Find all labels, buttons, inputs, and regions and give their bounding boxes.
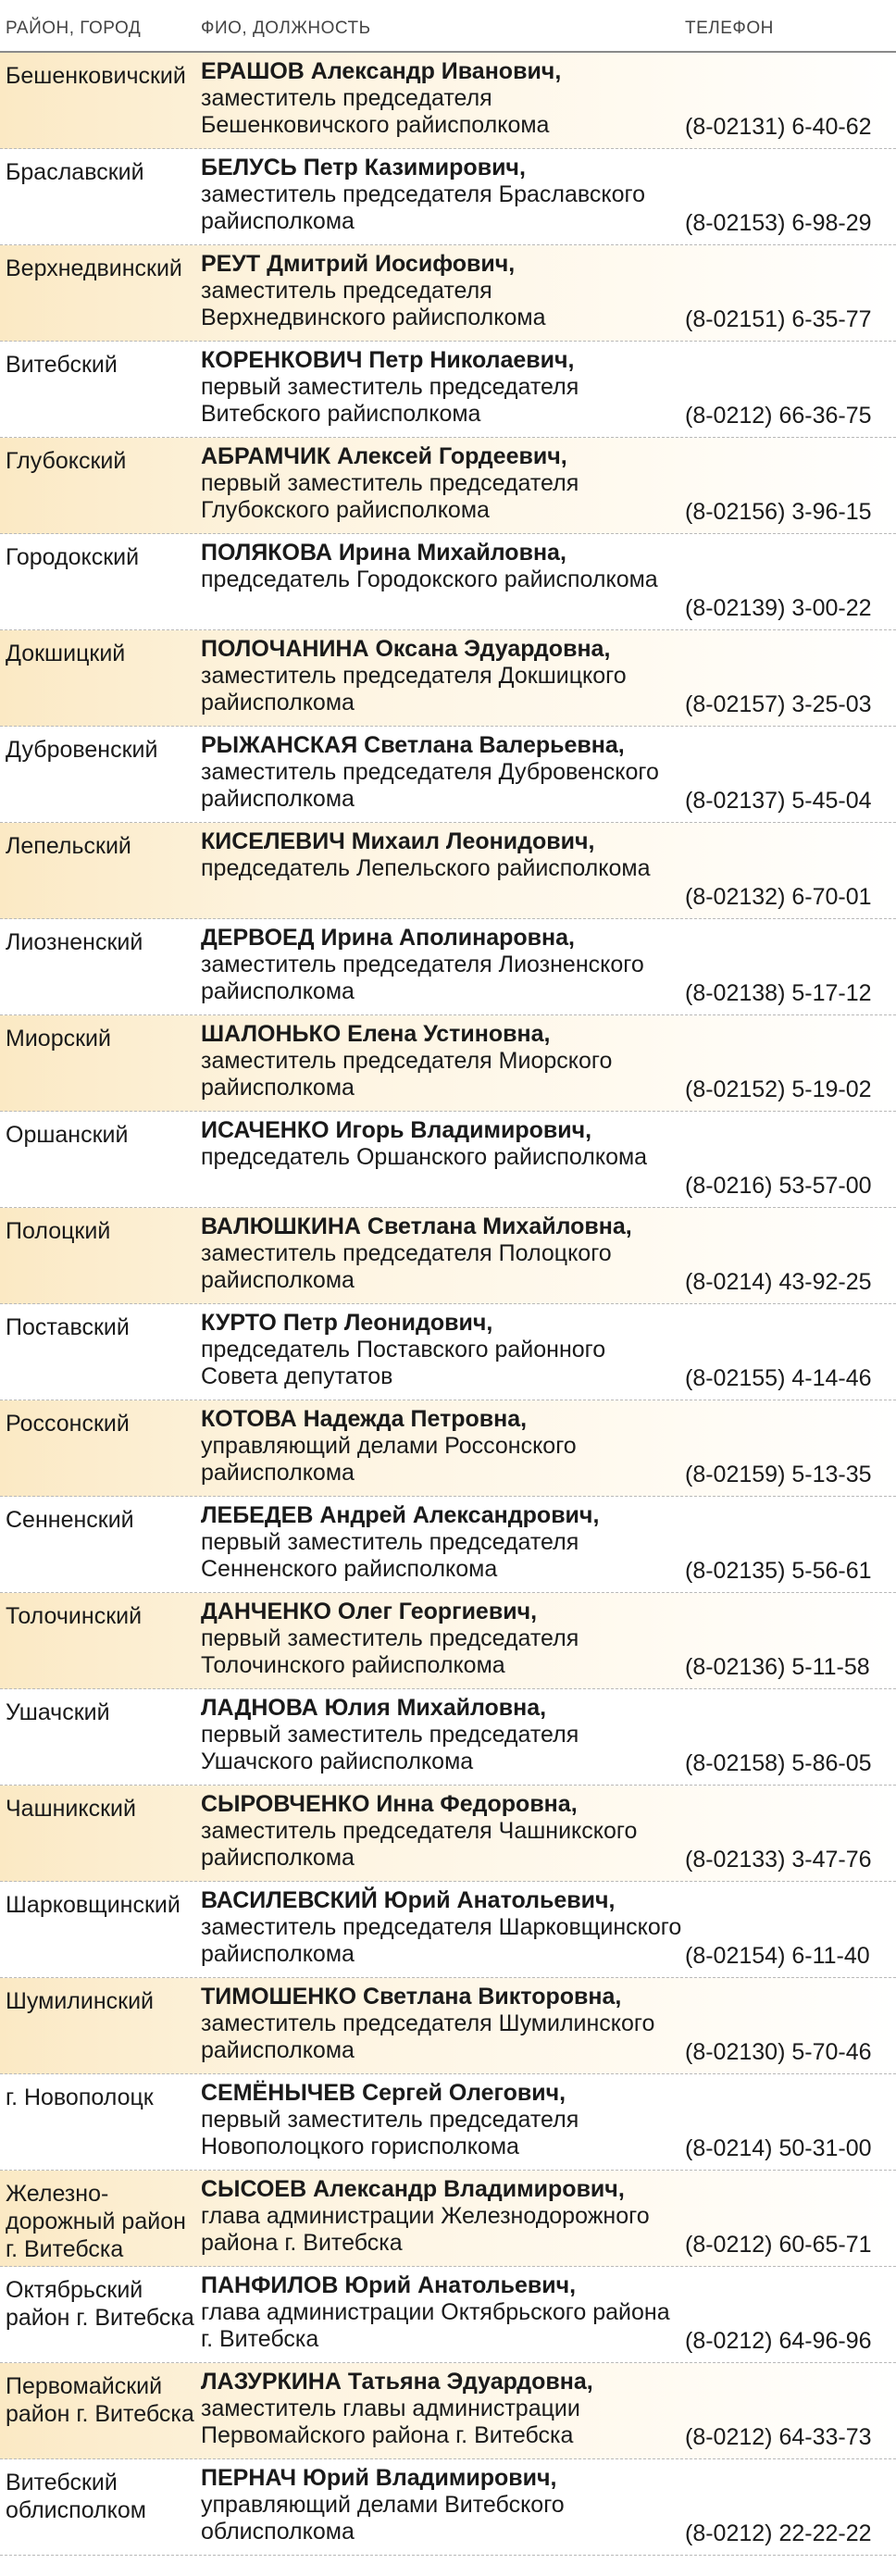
name-cell (201, 2369, 682, 2449)
position: заместитель председателя Докшицкого райисполкома (201, 663, 627, 716)
phone-cell: (8-02137) 5-45-04 (685, 788, 872, 814)
position: первый заместитель председателя Глубокского райисполкома (201, 470, 579, 523)
name-cell (201, 2272, 682, 2353)
person-name (201, 1213, 682, 1240)
name-cell (201, 1213, 682, 1294)
surname: КОРЕНКОВИЧ (201, 347, 363, 373)
position: председатель Оршанского райисполкома (201, 1144, 648, 1170)
name-cell (201, 925, 682, 1005)
person-name (201, 1502, 682, 1529)
name-cell (201, 1021, 682, 1101)
given-name: Светлана Михайловна, (367, 1213, 632, 1239)
name-cell (201, 1791, 682, 1872)
phone-cell: (8-02154) 6-11-40 (685, 1943, 870, 1969)
person-name (201, 1695, 682, 1722)
surname: БЕЛУСЬ (201, 155, 297, 180)
given-name: Надежда Петровна, (303, 1406, 528, 1432)
district-cell: Глубокский (6, 448, 127, 474)
name-cell (201, 2176, 682, 2257)
person-name (201, 2080, 682, 2107)
table-row (0, 2363, 896, 2459)
person-name (201, 2272, 682, 2299)
table-row (0, 2267, 896, 2363)
given-name: Игорь Владимирович, (335, 1117, 592, 1143)
table-row (0, 1786, 896, 1882)
surname: ВАСИЛЕВСКИЙ (201, 1887, 378, 1913)
district-cell: Сенненский (6, 1507, 134, 1533)
surname: ПАНФИЛОВ (201, 2272, 339, 2298)
position: заместитель председателя Миорского райисполкома (201, 1048, 613, 1101)
header-phone: ТЕЛЕФОН (685, 19, 774, 38)
district-cell: Полоцкий (6, 1218, 111, 1244)
person-name (201, 1984, 682, 2010)
person-name (201, 58, 682, 85)
given-name: Юрий Владимирович, (303, 2465, 557, 2491)
person-name (201, 636, 682, 663)
district-cell: Миорский (6, 1026, 111, 1052)
given-name: Дмитрий Иосифович, (267, 251, 516, 277)
table-row (0, 1304, 896, 1400)
name-cell (201, 251, 682, 331)
surname: РЕУТ (201, 251, 261, 277)
position: первый заместитель председателя Витебского райисполкома (201, 374, 579, 427)
district-cell: Верхнедвинский (6, 255, 182, 281)
phone-cell: (8-02132) 6-70-01 (685, 884, 872, 910)
phone-cell: (8-02133) 3-47-76 (685, 1847, 872, 1873)
district-cell: Докшицкий (6, 641, 126, 666)
person-name (201, 540, 682, 566)
position: заместитель председателя Дубровенского райисполкома (201, 759, 659, 812)
district-cell: Железно-дорожный район г. Витебска (6, 2181, 186, 2262)
phone-cell: (8-02131) 6-40-62 (685, 114, 872, 140)
person-name (201, 443, 682, 470)
given-name: Олег Георгиевич, (337, 1599, 538, 1624)
phone-cell: (8-02156) 3-96-15 (685, 499, 872, 525)
position: заместитель председателя Шумилинского райисполкома (201, 2010, 655, 2063)
header-name: ФИО, ДОЛЖНОСТЬ (201, 19, 371, 38)
phone-cell: (8-02135) 5-56-61 (685, 1558, 872, 1584)
table-row (0, 823, 896, 919)
surname: РЫЖАНСКАЯ (201, 732, 358, 758)
phone-cell: (8-0212) 66-36-75 (685, 403, 872, 429)
position: первый заместитель председателя Новополоцкого горисполкома (201, 2107, 579, 2159)
table-row (0, 149, 896, 245)
name-cell (201, 58, 682, 139)
person-name (201, 1021, 682, 1048)
given-name: Ирина Михайловна, (338, 540, 566, 566)
table-row (0, 2171, 896, 2267)
position: глава администрации Железнодорожного района г. Витебска (201, 2203, 650, 2256)
phone-cell: (8-02138) 5-17-12 (685, 980, 872, 1006)
surname: ШАЛОНЬКО (201, 1021, 342, 1047)
given-name: Андрей Александрович, (319, 1502, 600, 1528)
person-name (201, 251, 682, 278)
person-name (201, 2369, 682, 2396)
surname: КОТОВА (201, 1406, 297, 1432)
surname: ЛАЗУРКИНА (201, 2369, 342, 2395)
person-name (201, 1791, 682, 1818)
district-cell: Витебский (6, 352, 118, 378)
position: председатель Лепельского райисполкома (201, 855, 651, 881)
phone-cell: (8-0212) 60-65-71 (685, 2232, 872, 2258)
name-cell (201, 2080, 682, 2160)
district-cell: Лиозненский (6, 929, 143, 955)
phone-cell: (8-02159) 5-13-35 (685, 1462, 872, 1487)
surname: ПОЛЯКОВА (201, 540, 332, 566)
phone-cell: (8-02152) 5-19-02 (685, 1076, 872, 1102)
district-cell: Бешенковичский (6, 63, 186, 89)
given-name: Светлана Викторовна, (363, 1984, 622, 2010)
person-name (201, 1310, 682, 1337)
table-row (0, 1015, 896, 1112)
given-name: Петр Казимирович, (303, 155, 526, 180)
position: заместитель председателя Чашникского райисполкома (201, 1818, 638, 1871)
person-name (201, 1887, 682, 1914)
person-name (201, 1117, 682, 1144)
given-name: Александр Владимирович, (313, 2176, 625, 2202)
district-cell: Шумилинский (6, 1988, 155, 2014)
header-district: РАЙОН, ГОРОД (6, 19, 142, 38)
table-row (0, 1978, 896, 2074)
name-cell (201, 1310, 682, 1390)
table-row (0, 1208, 896, 1304)
district-cell: Чашникский (6, 1796, 136, 1822)
phone-cell: (8-0212) 64-33-73 (685, 2424, 872, 2450)
table-row (0, 245, 896, 342)
person-name (201, 732, 682, 759)
table-row (0, 919, 896, 1015)
name-cell (201, 540, 682, 593)
district-cell: Оршанский (6, 1122, 129, 1148)
given-name: Юрий Анатольевич, (383, 1887, 616, 1913)
table-row (0, 727, 896, 823)
person-name (201, 347, 682, 374)
phone-cell: (8-02151) 6-35-77 (685, 306, 872, 332)
given-name: Оксана Эдуардовна, (375, 636, 611, 662)
given-name: Юрий Анатольевич, (344, 2272, 577, 2298)
district-cell: Первомайский район г. Витебска (6, 2373, 194, 2427)
position: заместитель главы администрации Первомайского района г. Витебска (201, 2396, 580, 2448)
phone-cell: (8-02130) 5-70-46 (685, 2039, 872, 2065)
person-name (201, 925, 682, 952)
position: первый заместитель председателя Ушачского райисполкома (201, 1722, 579, 1774)
district-cell: Витебский облисполком (6, 2470, 146, 2523)
position: заместитель председателя Браславского райисполкома (201, 181, 645, 234)
name-cell (201, 636, 682, 716)
given-name: Инна Федоровна, (376, 1791, 578, 1817)
given-name: Петр Николаевич, (368, 347, 575, 373)
table-row (0, 1112, 896, 1208)
table-row (0, 1497, 896, 1593)
surname: ЛАДНОВА (201, 1695, 318, 1721)
position: заместитель председателя Лиозненского райисполкома (201, 952, 644, 1004)
given-name: Татьяна Эдуардовна, (347, 2369, 593, 2395)
given-name: Алексей Гордеевич, (337, 443, 567, 469)
table-row (0, 53, 896, 149)
name-cell (201, 2465, 682, 2545)
table-row (0, 630, 896, 727)
name-cell (201, 732, 682, 813)
given-name: Александр Иванович, (310, 58, 562, 84)
table-row (0, 438, 896, 534)
table-header (0, 0, 896, 53)
district-cell: Шарковщинский (6, 1892, 180, 1918)
position: первый заместитель председателя Сенненского райисполкома (201, 1529, 579, 1582)
surname: ПЕРНАЧ (201, 2465, 297, 2491)
district-cell: Городокский (6, 544, 140, 570)
name-cell (201, 347, 682, 428)
position: первый заместитель председателя Толочинского райисполкома (201, 1625, 579, 1678)
surname: ЕРАШОВ (201, 58, 305, 84)
phone-cell: (8-0214) 50-31-00 (685, 2135, 872, 2161)
district-cell: Браславский (6, 159, 144, 185)
given-name: Сергей Олегович, (362, 2080, 566, 2106)
table-row (0, 534, 896, 630)
given-name: Юлия Михайловна, (324, 1695, 547, 1721)
surname: ПОЛОЧАНИНА (201, 636, 369, 662)
district-cell: Толочинский (6, 1603, 143, 1629)
position: заместитель председателя Полоцкого райисполкома (201, 1240, 612, 1293)
table-row (0, 1689, 896, 1786)
phone-cell: (8-0216) 53-57-00 (685, 1173, 872, 1199)
phone-cell: (8-02136) 5-11-58 (685, 1654, 870, 1680)
person-name (201, 2465, 682, 2492)
district-cell: Ушачский (6, 1699, 110, 1725)
given-name: Ирина Аполинаровна, (320, 925, 575, 951)
position: председатель Городокского райисполкома (201, 566, 658, 592)
given-name: Петр Леонидович, (282, 1310, 493, 1336)
district-cell: Россонский (6, 1411, 130, 1437)
district-cell: Дубровенский (6, 737, 158, 763)
name-cell (201, 1599, 682, 1679)
phone-cell: (8-02155) 4-14-46 (685, 1365, 872, 1391)
surname: ЛЕБЕДЕВ (201, 1502, 314, 1528)
name-cell (201, 828, 682, 882)
position: заместитель председателя Верхнедвинского райисполкома (201, 278, 546, 330)
surname: СЕМЁНЫЧЕВ (201, 2080, 356, 2106)
phone-cell: (8-02158) 5-86-05 (685, 1750, 872, 1776)
table-row (0, 2459, 896, 2556)
district-cell: Октябрьский район г. Витебска (6, 2277, 194, 2331)
position: управляющий делами Россонского райисполкома (201, 1433, 577, 1486)
person-name (201, 828, 682, 855)
surname: КУРТО (201, 1310, 277, 1336)
table-row (0, 1400, 896, 1497)
phone-cell: (8-02157) 3-25-03 (685, 691, 872, 717)
phone-cell: (8-02153) 6-98-29 (685, 210, 872, 236)
name-cell (201, 1984, 682, 2064)
table-row (0, 1593, 896, 1689)
position: заместитель председателя Бешенковичского райисполкома (201, 85, 550, 138)
given-name: Елена Устиновна, (347, 1021, 551, 1047)
surname: ТИМОШЕНКО (201, 1984, 357, 2010)
name-cell (201, 1887, 682, 1968)
position: управляющий делами Витебского облисполкома (201, 2492, 565, 2545)
table-row (0, 2074, 896, 2171)
district-cell: г. Новополоцк (6, 2084, 154, 2110)
phone-cell: (8-0214) 43-92-25 (685, 1269, 872, 1295)
person-name (201, 155, 682, 181)
position: заместитель председателя Шарковщинского райисполкома (201, 1914, 682, 1967)
table-body (0, 53, 896, 2556)
table-row (0, 1882, 896, 1978)
given-name: Михаил Леонидович, (351, 828, 595, 854)
district-cell: Лепельский (6, 833, 131, 859)
name-cell (201, 1406, 682, 1487)
name-cell (201, 443, 682, 524)
name-cell (201, 1117, 682, 1171)
phone-cell: (8-02139) 3-00-22 (685, 595, 872, 621)
table-row (0, 342, 896, 438)
position: председатель Поставского районного Совета депутатов (201, 1337, 606, 1389)
surname: КИСЕЛЕВИЧ (201, 828, 345, 854)
name-cell (201, 1695, 682, 1775)
surname: СЫРОВЧЕНКО (201, 1791, 370, 1817)
name-cell (201, 155, 682, 235)
surname: АБРАМЧИК (201, 443, 331, 469)
surname: ВАЛЮШКИНА (201, 1213, 361, 1239)
district-cell: Поставский (6, 1314, 130, 1340)
phone-cell: (8-0212) 22-22-22 (685, 2520, 872, 2546)
surname: ДЕРВОЕД (201, 925, 315, 951)
surname: СЫСОЕВ (201, 2176, 307, 2202)
name-cell (201, 1502, 682, 1583)
phone-cell: (8-0212) 64-96-96 (685, 2328, 872, 2354)
person-name (201, 1406, 682, 1433)
surname: ДАНЧЕНКО (201, 1599, 331, 1624)
person-name (201, 1599, 682, 1625)
person-name (201, 2176, 682, 2203)
surname: ИСАЧЕНКО (201, 1117, 330, 1143)
given-name: Светлана Валерьевна, (364, 732, 625, 758)
position: глава администрации Октябрьского района г. Витебска (201, 2299, 670, 2352)
